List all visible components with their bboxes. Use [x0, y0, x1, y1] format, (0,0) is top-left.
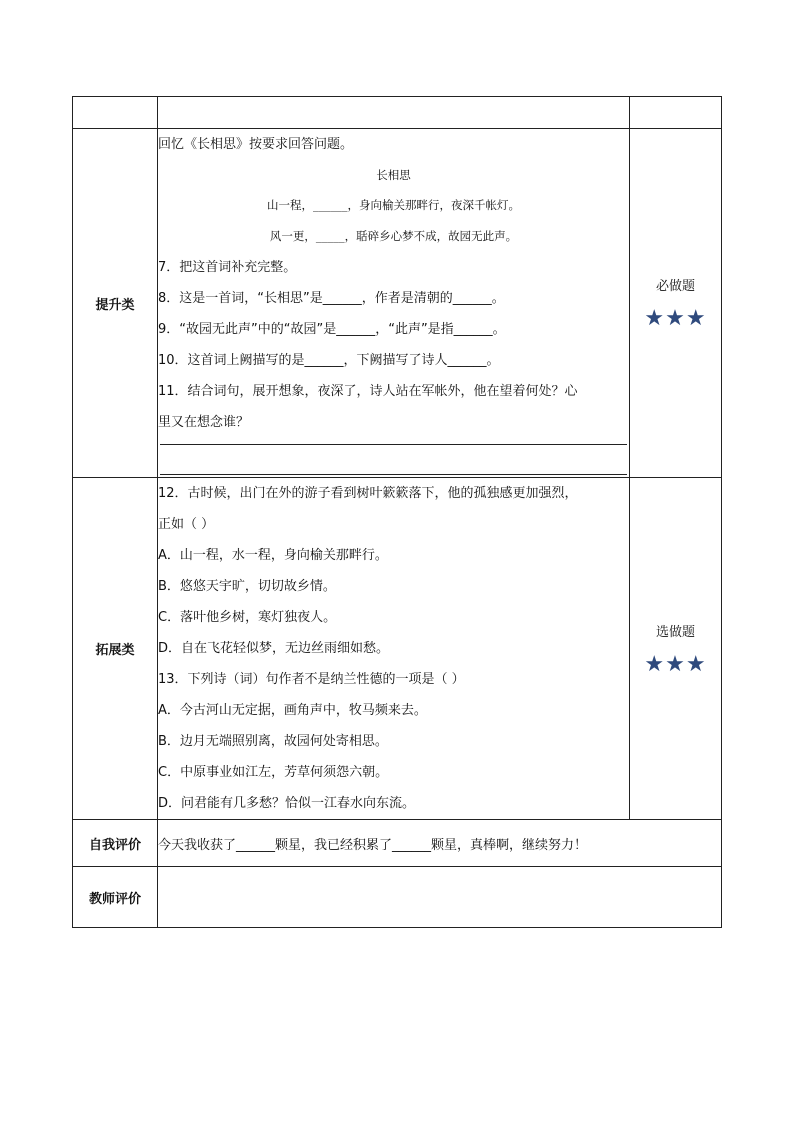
expand-rating: [630, 478, 722, 820]
question-13: 13．下列诗（词）句作者不是纳兰性德的一项是（ ）: [158, 672, 465, 687]
expand-rating-label: 选做题: [655, 624, 695, 640]
question-12-option-b: B．悠悠天宇旷，切切故乡情。: [158, 579, 336, 594]
improve-category: 提升类: [73, 129, 158, 478]
teacher-eval-row: [73, 867, 722, 928]
self-eval-text: 今天我收获了______颗星，我已经积累了______颗星，真棒啊，继续努力！: [158, 820, 722, 867]
question-11-part1: 11．结合词句，展开想象，夜深了，诗人站在军帐外，他在望着何处？心: [158, 384, 578, 399]
expand-content: [158, 478, 630, 820]
self-eval-category: 自我评价: [73, 820, 158, 867]
question-13-option-d: D．问君能有几多愁？恰似一江春水向东流。: [158, 796, 416, 811]
question-9: 9．“故园无此声”中的“故园”是______，“此声”是指______。: [158, 322, 506, 337]
expand-row: [73, 478, 722, 820]
question-12-option-d: D．自在飞花轻似梦，无边丝雨细如愁。: [158, 641, 390, 656]
question-8: 8．这是一首词，“长相思”是______，作者是清朝的______。: [158, 291, 505, 306]
improve-rating-label: 必做题: [655, 279, 695, 294]
question-12-option-a: A．山一程，水一程，身向榆关那畔行。: [158, 548, 388, 563]
improve-stars-icon: ★★★: [644, 306, 707, 331]
question-7: 7．把这首词补充完整。: [158, 260, 297, 275]
improve-intro: 回忆《长相思》按要求回答问题。: [158, 137, 354, 152]
improve-row: [73, 129, 722, 478]
question-13-option-c: C．中原事业如江左，芳草何须怨六朝。: [158, 765, 389, 780]
header-cell-content: [158, 97, 630, 129]
question-12-option-c: C．落叶他乡树，寒灯独夜人。: [158, 610, 337, 625]
worksheet-table: [72, 96, 722, 928]
question-13-option-b: B．边月无端照别离，故园何处寄相思。: [158, 734, 388, 749]
improve-rating: [630, 129, 722, 478]
teacher-eval-category: 教师评价: [73, 867, 158, 928]
expand-category: 拓展类: [73, 478, 158, 820]
expand-stars-icon: ★★★: [644, 651, 707, 677]
self-eval-row: [73, 820, 722, 867]
question-12-part1: 12．古时候，出门在外的游子看到树叶簌簌落下，他的孤独感更加强烈，: [158, 486, 578, 501]
question-10: 10．这首词上阙描写的是______，下阙描写了诗人______。: [158, 353, 500, 368]
poem-line-1: 山一程，______，身向榆关那畔行，夜深千帐灯。: [267, 198, 520, 212]
question-11-part2: 里又在想念谁？: [158, 415, 250, 430]
question-12-part2: 正如（ ）: [158, 517, 215, 532]
poem-line-2: 风一更，_____，聒碎乡心梦不成，故园无此声。: [269, 229, 518, 243]
table-header-row: [73, 97, 722, 129]
header-cell-category: [73, 97, 158, 129]
question-13-option-a: A．今古河山无定据，画角声中，牧马频来去。: [158, 703, 427, 718]
poem-title: 长相思: [376, 168, 411, 182]
improve-content: [158, 129, 630, 478]
teacher-eval-field[interactable]: [158, 867, 722, 928]
header-cell-rating: [630, 97, 722, 129]
